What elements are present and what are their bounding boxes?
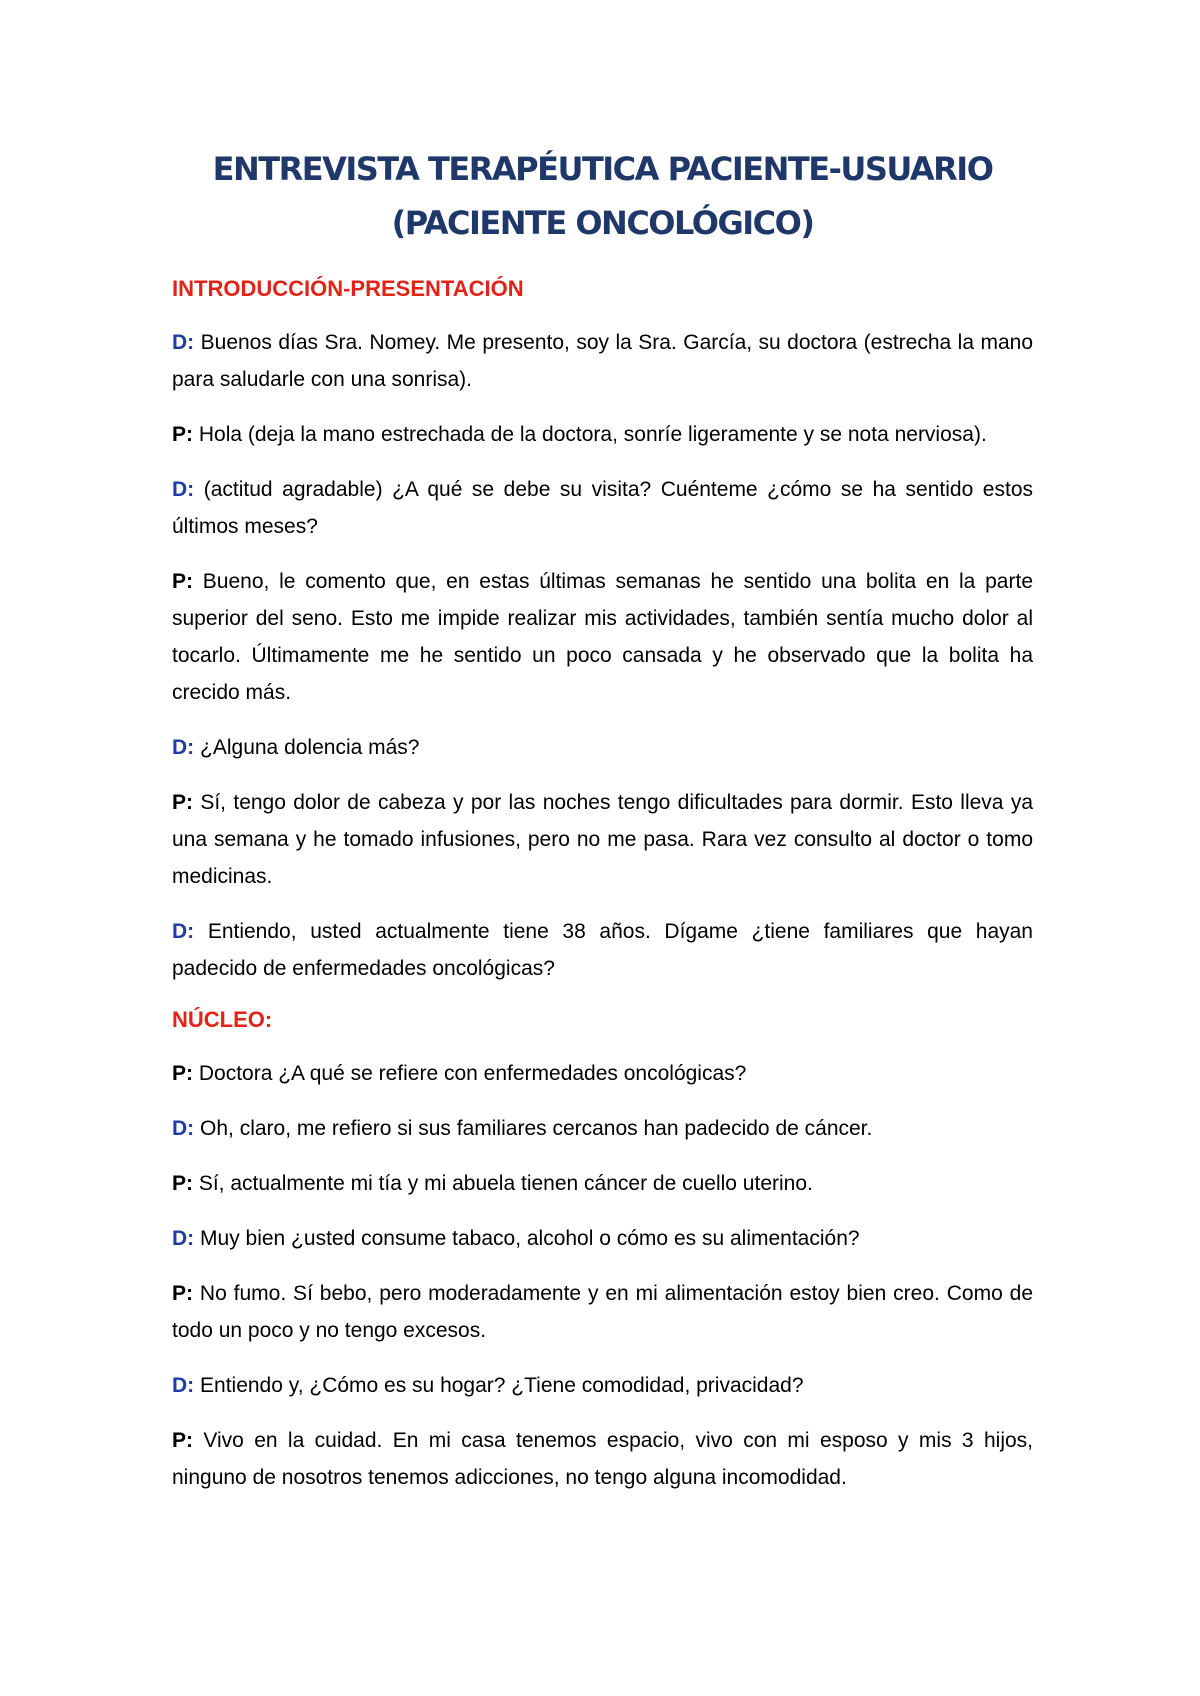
- dialogue-turn-patient: [172, 1165, 1033, 1202]
- turn-text: Sí, actualmente mi tía y mi abuela tienen cáncer de cuello uterino.: [198, 1172, 813, 1195]
- dialogue-turn-patient: [172, 784, 1033, 895]
- section-heading: NÚCLEO:: [172, 1007, 273, 1032]
- turn-text: Entiendo, usted actualmente tiene 38 años. Dígame ¿tiene familiares que hayan padecido de enfermedades oncológicas?: [172, 920, 1033, 980]
- speaker-label-patient: P:: [172, 1062, 193, 1085]
- turn-text: Doctora ¿A qué se refiere con enfermedades oncológicas?: [198, 1062, 747, 1085]
- speaker-label-doctor: D:: [172, 1227, 195, 1250]
- dialogue-turn-doctor: [172, 324, 1033, 398]
- turn-text: Entiendo y, ¿Cómo es su hogar? ¿Tiene comodidad, privacidad?: [200, 1374, 804, 1397]
- speaker-label-patient: P:: [172, 1282, 193, 1305]
- turn-text: Sí, tengo dolor de cabeza y por las noches tengo dificultades para dormir. Esto lleva ya una semana y he tomado infusiones, pero no me pasa. Rara vez consulto al doctor o tomo medicinas.: [172, 791, 1033, 888]
- speaker-label-patient: P:: [172, 1172, 193, 1195]
- dialogue-turn-doctor: [172, 1220, 1033, 1257]
- speaker-label-patient: P:: [172, 570, 193, 593]
- speaker-label-patient: P:: [172, 791, 193, 814]
- turn-text: Bueno, le comento que, en estas últimas semanas he sentido una bolita en la parte superior del seno. Esto me impide realizar mis actividades, también sentía mucho dolor al tocarlo. Últimamente me he sentido un poco cansada y he observado que la bolita ha crecido más.: [172, 570, 1033, 704]
- document-page: [172, 142, 1033, 1514]
- turn-text: Oh, claro, me refiero si sus familiares cercanos han padecido de cáncer.: [200, 1117, 873, 1140]
- turn-text: Vivo en la cuidad. En mi casa tenemos espacio, vivo con mi esposo y mis 3 hijos, ninguno de nosotros tenemos adicciones, no tengo alguna incomodidad.: [172, 1429, 1033, 1489]
- dialogue-turn-doctor: [172, 471, 1033, 545]
- speaker-label-doctor: D:: [172, 1374, 195, 1397]
- speaker-label-doctor: D:: [172, 920, 195, 943]
- turn-text: (actitud agradable) ¿A qué se debe su visita? Cuénteme ¿cómo se ha sentido estos últimos meses?: [172, 478, 1033, 538]
- dialogue-turn-doctor: [172, 1367, 1033, 1404]
- dialogue-turn-patient: [172, 1275, 1033, 1349]
- dialogue-turn-doctor: [172, 1110, 1033, 1147]
- turn-text: Buenos días Sra. Nomey. Me presento, soy la Sra. García, su doctora (estrecha la mano para saludarle con una sonrisa).: [172, 331, 1033, 391]
- speaker-label-patient: P:: [172, 1429, 193, 1452]
- speaker-label-doctor: D:: [172, 331, 195, 354]
- turn-text: ¿Alguna dolencia más?: [200, 736, 420, 759]
- speaker-label-doctor: D:: [172, 478, 195, 501]
- section-introduccion: [172, 274, 1033, 987]
- turn-text: Muy bien ¿usted consume tabaco, alcohol o cómo es su alimentación?: [200, 1227, 860, 1250]
- speaker-label-patient: P:: [172, 423, 193, 446]
- document-title: ENTREVISTA TERAPÉUTICA PACIENTE-USUARIO (PACIENTE ONCOLÓGICO): [212, 150, 993, 242]
- dialogue-turn-patient: [172, 416, 1033, 453]
- dialogue-turn-doctor: [172, 729, 1033, 766]
- dialogue-turn-patient: [172, 1422, 1033, 1496]
- speaker-label-doctor: D:: [172, 736, 195, 759]
- speaker-label-doctor: D:: [172, 1117, 195, 1140]
- dialogue-turn-patient: [172, 563, 1033, 711]
- section-heading: INTRODUCCIÓN-PRESENTACIÓN: [172, 276, 524, 301]
- section-nucleo: [172, 1005, 1033, 1496]
- dialogue-turn-patient: [172, 1055, 1033, 1092]
- turn-text: No fumo. Sí bebo, pero moderadamente y en mi alimentación estoy bien creo. Como de todo un poco y no tengo excesos.: [172, 1282, 1033, 1342]
- turn-text: Hola (deja la mano estrechada de la doctora, sonríe ligeramente y se nota nerviosa).: [198, 423, 987, 446]
- dialogue-turn-doctor: [172, 913, 1033, 987]
